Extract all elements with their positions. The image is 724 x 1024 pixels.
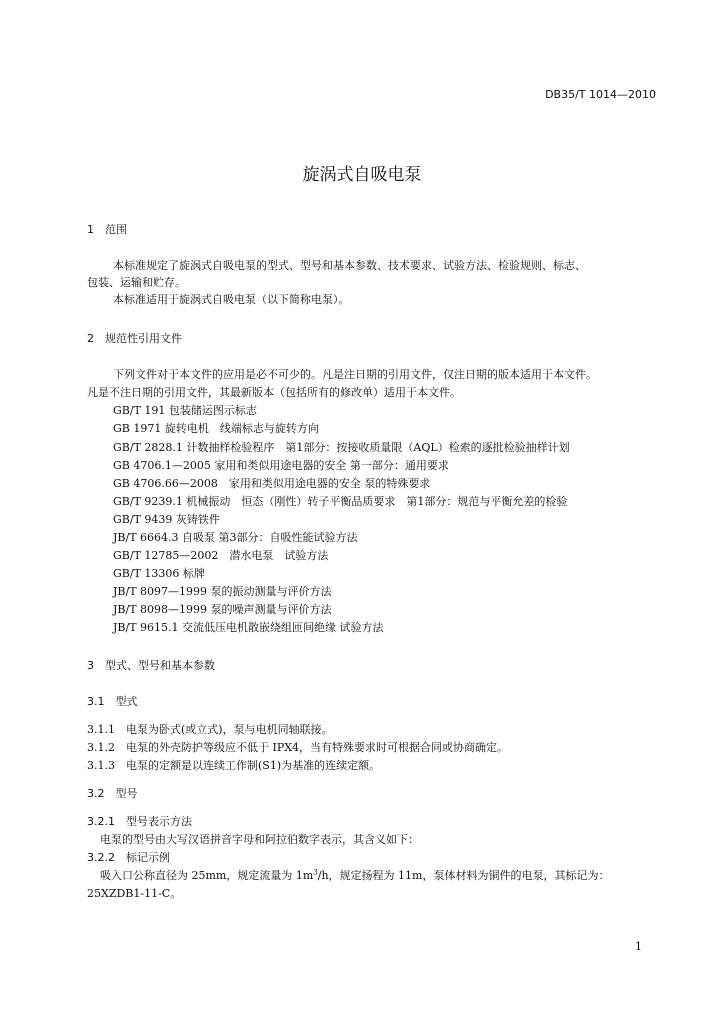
clause-3-1-1: 3.1.1 电泵为卧式(或立式)，泵与电机同轴联接。: [87, 723, 333, 736]
section-3-2-2-heading: 3.2.2 标记示例: [87, 851, 170, 864]
document-id: DB35/T 1014—2010: [545, 88, 656, 101]
example-text-part-a: 吸入口公称直径为 25mm，规定流量为 1m: [100, 869, 314, 882]
reference-item: GB/T 2828.1 计数抽样检验程序 第1部分：按接收质量限（AQL）检索的逐批检验抽样计划: [113, 441, 570, 454]
reference-item: GB 1971 旋转电机 线端标志与旋转方向: [113, 422, 319, 435]
clause-3-1-2: 3.1.2 电泵的外壳防护等级应不低于 IPX4，当有特殊要求时可根据合同或协商确定。: [87, 741, 509, 754]
reference-item: GB 4706.1—2005 家用和类似用途电器的安全 第一部分：通用要求: [113, 459, 449, 472]
section-3-2-heading: 3.2 型号: [87, 787, 138, 800]
clause-3-2-1-text: 电泵的型号由大写汉语拼音字母和阿拉伯数字表示，其含义如下：: [100, 833, 419, 846]
section-2-intro-line-1: 下列文件对于本文件的应用是必不可少的。凡是注日期的引用文件，仅注日期的版本适用于本文件。: [113, 368, 597, 381]
reference-item: GB/T 9239.1 机械振动 恒态（刚性）转子平衡品质要求 第1部分：规范与平衡允差的检验: [113, 495, 568, 508]
reference-item: GB/T 13306 标牌: [113, 567, 205, 580]
section-3-2-1-heading: 3.2.1 型号表示方法: [87, 815, 192, 828]
reference-item: JB/T 9615.1 交流低压电机散嵌绕组匝间绝缘 试验方法: [113, 621, 384, 634]
clause-3-2-2-text-line-1: [100, 867, 609, 883]
reference-item: GB/T 9439 灰铸铁件: [113, 513, 220, 526]
page-title: 旋涡式自吸电泵: [302, 165, 422, 185]
reference-item: GB 4706.66—2008 家用和类似用途电器的安全 泵的特殊要求: [113, 477, 431, 490]
reference-item: GB/T 12785—2002 潜水电泵 试验方法: [113, 549, 329, 562]
clause-3-2-2-text-line-2: 25XZDB1-11-C。: [87, 887, 182, 900]
reference-item: JB/T 6664.3 自吸泵 第3部分：自吸性能试验方法: [113, 531, 358, 544]
reference-item: JB/T 8097—1999 泵的振动测量与评价方法: [113, 585, 332, 598]
section-1-paragraph-2: 本标准适用于旋涡式自吸电泵（以下简称电泵）。: [113, 293, 350, 306]
page-number: 1: [635, 940, 642, 953]
example-text-part-b: /h，规定扬程为 11m，泵体材料为铜件的电泵，其标记为：: [317, 869, 610, 882]
section-3-heading: 3 型式、型号和基本参数: [87, 659, 215, 672]
section-2-intro-line-2: 凡是不注日期的引用文件，其最新版本（包括所有的修改单）适用于本文件。: [87, 386, 461, 399]
reference-item: JB/T 8098—1999 泵的噪声测量与评价方法: [113, 603, 332, 616]
section-1-paragraph-1-line-2: 包装、运输和贮存。: [87, 276, 186, 289]
clause-3-1-3: 3.1.3 电泵的定额是以连续工作制(S1)为基准的连续定额。: [87, 759, 381, 772]
section-1-paragraph-1-line-1: 本标准规定了旋涡式自吸电泵的型式、型号和基本参数、技术要求、试验方法、检验规则、标志、: [113, 259, 586, 272]
section-2-heading: 2 规范性引用文件: [87, 332, 182, 345]
reference-item: GB/T 191 包装储运图示标志: [113, 404, 257, 417]
section-1-heading: 1 范围: [87, 223, 127, 236]
section-3-1-heading: 3.1 型式: [87, 695, 138, 708]
superscript-3: 3: [313, 868, 318, 877]
